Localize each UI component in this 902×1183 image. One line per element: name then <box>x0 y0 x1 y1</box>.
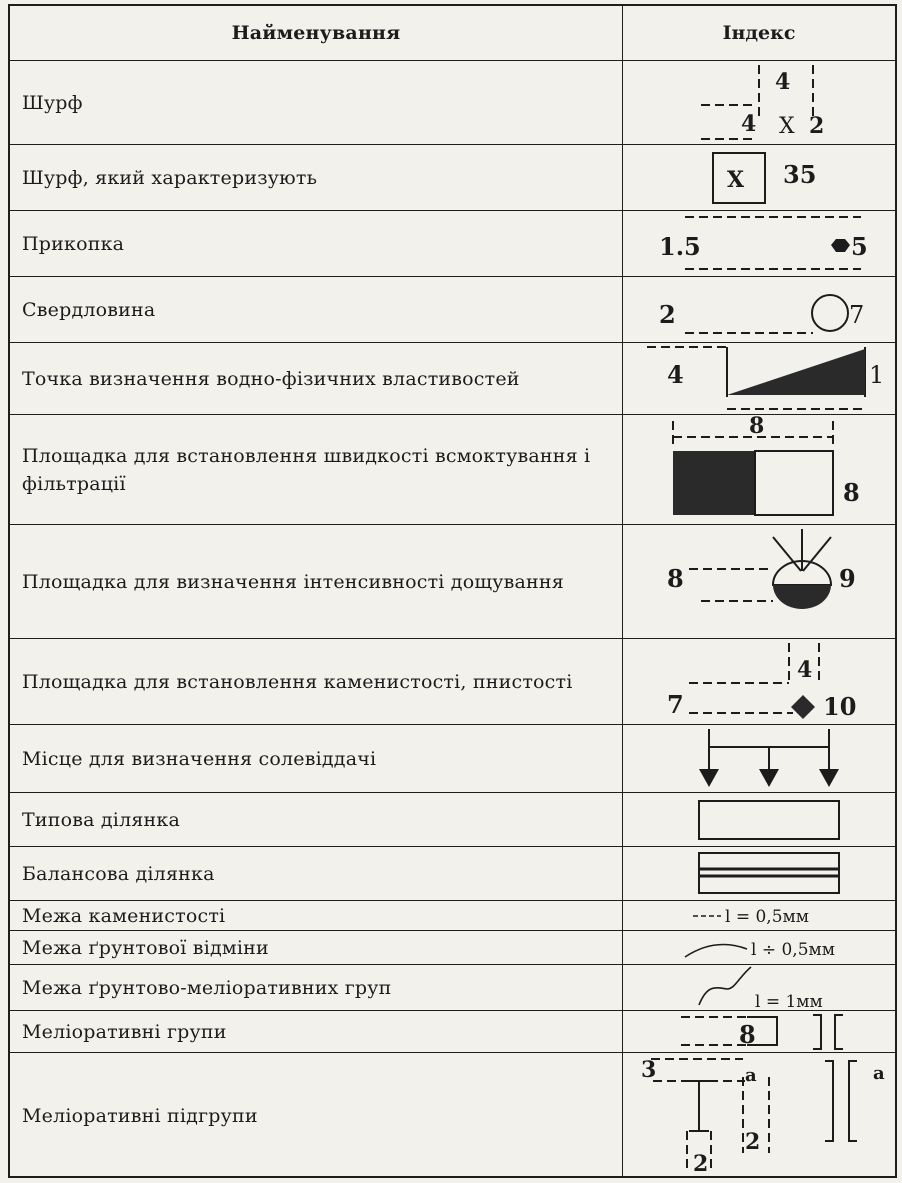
rectangle-icon <box>699 853 839 893</box>
pit-depth-label-2: 4 <box>741 111 757 137</box>
subgroup-number-label-2: 2 <box>693 1151 709 1177</box>
subgroup-letter-label-2: a <box>873 1063 885 1084</box>
shallow-pit-symbol <box>623 211 897 277</box>
reclamation-subgroup-symbol <box>623 1053 897 1179</box>
characteristic-pit-symbol <box>623 145 897 211</box>
row-name: Балансова ділянка <box>22 862 215 885</box>
row-name: Меліоративні групи <box>22 1020 227 1043</box>
rain-gauge-icon <box>773 585 831 609</box>
rain-depth-label: 8 <box>667 564 684 593</box>
pit-number-label: 35 <box>783 160 817 189</box>
arrow-down-icon <box>699 769 719 787</box>
line-width-label: l = 1мм <box>755 992 823 1012</box>
row-name: Точка визначення водно-фізичних властивостей <box>22 367 520 390</box>
row-name: Свердловина <box>22 298 156 321</box>
row-index-cell <box>622 639 895 724</box>
legend-table <box>8 4 897 1178</box>
table-row <box>10 210 895 276</box>
rain-number-label: 9 <box>839 564 856 593</box>
pit-cross-label: X <box>727 167 745 193</box>
table-row <box>10 414 895 524</box>
borehole-number-label: 7 <box>849 301 865 329</box>
table-row <box>10 342 895 414</box>
plot-width-label: 8 <box>749 413 765 439</box>
stoniness-depth-label-2: 7 <box>667 690 684 719</box>
row-name: Площадка для встановлення каменистості, пнистості <box>22 670 573 693</box>
row-name: Шурф, який характеризують <box>22 166 318 189</box>
subgroup-number-label: 2 <box>745 1129 761 1155</box>
row-index-cell <box>622 1053 895 1178</box>
subgroup-depth-label: 3 <box>641 1057 657 1083</box>
typical-plot-symbol <box>623 793 897 847</box>
hexagon-icon <box>831 239 850 252</box>
diamond-icon <box>791 695 815 719</box>
row-name: Меліоративні підгрупи <box>22 1104 258 1127</box>
row-name: Шурф <box>22 91 83 114</box>
row-index-cell <box>622 847 895 900</box>
stoniness-boundary-symbol <box>623 901 897 931</box>
row-name: Прикопка <box>22 232 125 255</box>
row-index-cell <box>622 525 895 638</box>
table-row <box>10 1010 895 1052</box>
line-width-label: l = 0,5мм <box>725 907 809 927</box>
row-name: Межа ґрунтово-меліоративних груп <box>22 976 392 999</box>
row-name: Місце для визначення солевіддачі <box>22 747 377 770</box>
row-index-cell <box>622 415 895 524</box>
row-index-cell <box>622 145 895 210</box>
balance-plot-symbol <box>623 847 897 901</box>
row-index-cell <box>622 61 895 144</box>
pit-number-label: 2 <box>809 113 825 139</box>
table-row <box>10 930 895 964</box>
shallow-pit-number-label: 5 <box>851 232 868 261</box>
table-row <box>10 1052 895 1178</box>
salt-release-site-symbol <box>623 725 897 793</box>
row-index-cell <box>622 211 895 276</box>
plot-number-label: 8 <box>843 478 860 507</box>
table-header <box>10 6 895 60</box>
group-number-label: 8 <box>739 1020 756 1049</box>
soil-reclamation-group-boundary-symbol <box>623 965 897 1011</box>
arrow-down-icon <box>819 769 839 787</box>
stoniness-plot-symbol <box>623 639 897 725</box>
row-name: Межа ґрунтової відміни <box>22 936 269 959</box>
circle-icon <box>812 295 848 331</box>
header-index-column: Індекс <box>622 6 895 60</box>
row-name: Площадка для визначення інтенсивності дощування <box>22 570 564 593</box>
line-width-label: l ÷ 0,5мм <box>751 940 835 960</box>
shallow-pit-depth-label: 1.5 <box>659 232 701 261</box>
filled-square-icon <box>673 451 755 515</box>
subgroup-letter-label: a <box>745 1065 757 1086</box>
stoniness-number-label: 10 <box>823 692 857 721</box>
table-row <box>10 60 895 144</box>
infiltration-plot-symbol <box>623 415 897 525</box>
arrow-down-icon <box>759 769 779 787</box>
row-index-cell <box>622 901 895 930</box>
point-number-label: 1 <box>869 361 885 389</box>
rectangle-icon <box>699 801 839 839</box>
row-name: Площадка для встановлення швидкості всмоктування і фільтрації <box>22 444 591 495</box>
pit-symbol <box>623 61 897 145</box>
table-row <box>10 144 895 210</box>
table-row <box>10 900 895 930</box>
row-index-cell <box>622 277 895 342</box>
point-depth-label: 4 <box>667 360 684 389</box>
rain-intensity-plot-symbol <box>623 525 897 639</box>
soil-variety-boundary-symbol <box>623 931 897 965</box>
borehole-depth-label: 2 <box>659 300 676 329</box>
table-row <box>10 524 895 638</box>
row-index-cell <box>622 931 895 964</box>
table-row <box>10 276 895 342</box>
table-row <box>10 792 895 846</box>
pit-depth-label: 4 <box>775 69 791 95</box>
borehole-symbol <box>623 277 897 343</box>
table-row <box>10 638 895 724</box>
table-row <box>10 964 895 1010</box>
table-row <box>10 724 895 792</box>
triangle-icon <box>727 349 865 395</box>
row-name: Типова ділянка <box>22 808 181 831</box>
row-index-cell <box>622 793 895 846</box>
table-row <box>10 846 895 900</box>
row-index-cell <box>622 343 895 414</box>
row-index-cell <box>622 1011 895 1052</box>
pit-cross-label: X <box>779 114 795 139</box>
row-name: Межа каменистості <box>22 904 226 927</box>
header-name-column: Найменування <box>231 22 401 44</box>
reclamation-group-symbol <box>623 1011 897 1053</box>
stoniness-depth-label: 4 <box>797 657 813 683</box>
row-index-cell <box>622 725 895 792</box>
row-index-cell <box>622 965 895 1010</box>
water-physics-point-symbol <box>623 343 897 415</box>
